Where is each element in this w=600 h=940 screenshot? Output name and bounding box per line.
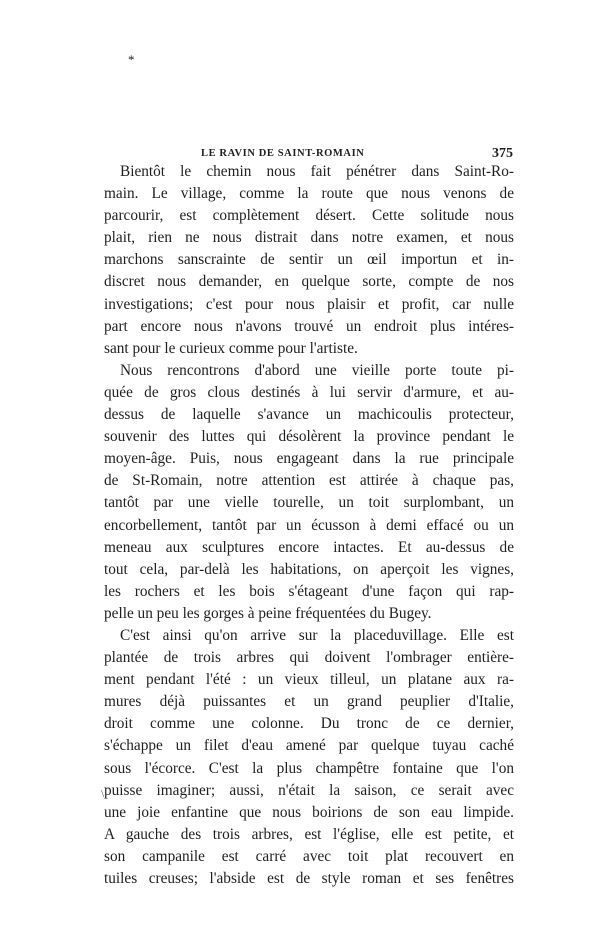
text-line: C'est ainsi qu'on arrive sur la placeduvillage. Elle est (120, 626, 514, 644)
text-line: droit comme une colonne. Du tronc de ce dernier, (104, 715, 514, 733)
text-line: Bientôt le chemin nous fait pénétrer dans Saint-Ro- (120, 163, 514, 180)
text-line: tantôt par une vielle tourelle, un toit surplombant, un (104, 494, 514, 512)
text-line: mures déjà puissantes et un grand peuplier d'Italie, (104, 693, 514, 711)
text-line: sous l'écorce. C'est la plus champêtre fontaine que l'on (104, 759, 514, 777)
text-line: main. Le village, comme la route que nous venons de (104, 185, 514, 203)
text-line: dessus de laquelle s'avance un machicoulis protecteur, (104, 406, 514, 424)
text-line: plantée de trois arbres qui doivent l'ombrager entière- (104, 649, 514, 667)
text-line: souvenir des luttes qui désolèrent la province pendant le (104, 428, 514, 446)
text-line: tuiles creuses; l'abside est de style roman et ses fenêtres (104, 870, 514, 887)
text-line: part encore nous n'avons trouvé un endroit plus intéres- (104, 317, 514, 335)
text-line: A gauche des trois arbres, est l'église, elle est petite, et (104, 825, 514, 843)
running-title: LE RAVIN DE SAINT-ROMAIN (201, 148, 365, 159)
text-line: sant pour le curieux comme pour l'artiste. (104, 339, 358, 357)
text-line: parcourir, est complètement désert. Cette solitude nous (104, 207, 514, 225)
page-number: 375 (492, 146, 513, 161)
text-line: plait, rien ne nous distrait dans notre examen, et nous (104, 229, 514, 247)
text-line: puisse imaginer; aussi, n'était la saison, ce serait avec (104, 781, 514, 799)
text-line: son campanile est carré avec toit plat recouvert en (104, 847, 514, 865)
text-line: quée de gros clous destinés à lui servir d'armure, et au- (104, 383, 514, 401)
text-line: tout cela, par-delà les habitations, on aperçoit les vignes, (104, 560, 514, 578)
body-text (104, 161, 514, 890)
text-line: encorbellement, tantôt par un écusson à demi effacé ou un (104, 516, 514, 534)
top-mark: * (128, 52, 135, 67)
text-line: s'échappe un filet d'eau amené par quelque tuyau caché (104, 737, 514, 755)
text-line: Nous rencontrons d'abord une vieille porte toute pi- (120, 361, 514, 379)
text-line: les rochers et les bois s'étageant d'une façon qui rap- (104, 582, 514, 600)
stray-mark: \ (101, 788, 105, 800)
text-line: pelle un peu les gorges à peine fréquentées du Bugey. (104, 604, 432, 622)
text-line: ment pendant l'été : un vieux tilleul, un platane aux ra- (104, 671, 514, 689)
text-line: marchons sanscrainte de sentir un œil importun et in- (104, 251, 514, 269)
text-line: investigations; c'est pour nous plaisir et profit, car nulle (104, 295, 514, 313)
text-line: une joie enfantine que nous boirions de son eau limpide. (104, 803, 514, 821)
text-line: discret nous demander, en quelque sorte, compte de nos (104, 273, 514, 291)
text-line: moyen-âge. Puis, nous engageant dans la rue principale (104, 450, 514, 468)
text-line: meneau aux sculptures encore intactes. Et au-dessus de (104, 538, 514, 556)
text-line: de St-Romain, notre attention est attirée à chaque pas, (104, 472, 514, 490)
